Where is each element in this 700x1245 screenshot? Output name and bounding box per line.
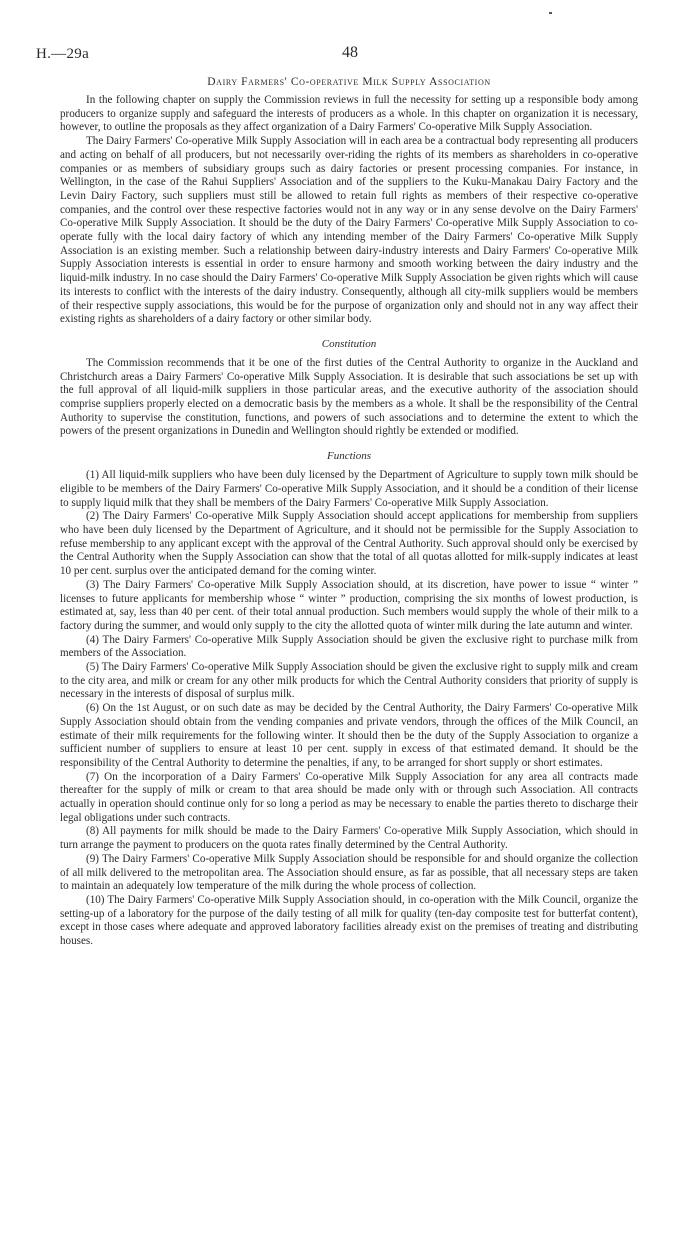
intro-paragraph-1: In the following chapter on supply the Commission reviews in full the necessity for setting up a responsible body among producers to organize supply and safeguard the interests of producers as a whole. In this chapter on organization it is necessary, however, to outline the proposals as they affect organization of a Dairy Farmers' Co-operative Milk Supply Association. (60, 94, 638, 134)
document-reference: H.—29a (36, 46, 90, 62)
function-item-text: (8) All payments for milk should be made to the Dairy Farmers' Co-operative Milk Supply Association, which should in turn arrange the payment to producers on the quota rates finally determined by the Central Authority. (60, 825, 638, 852)
function-item-text: (9) The Dairy Farmers' Co-operative Milk Supply Association should be responsible for and should organize the collection of all milk delivered to the metropolitan area. The Association should ensure, as far as possible, that all necessary steps are taken to maintain an adequately low temperature of the milk during the whole process of collection. (60, 852, 638, 893)
function-item (60, 825, 638, 852)
function-item-text: (5) The Dairy Farmers' Co-operative Milk Supply Association should be given the exclusive right to supply milk and cream to the city area, and milk or cream for any other milk products for which the Central Authority considers that priority of supply is necessary in the interests of disposal of surplus milk. (60, 661, 638, 701)
constitution-paragraph: The Commission recommends that it be one of the first duties of the Central Authority to organize in the Auckland and Christchurch areas a Dairy Farmers' Co-operative Milk Supply Association. It is desirable that such associations be set up with the full approval of all liquid-milk suppliers in those particular areas, and the executive authority of the association should comprise suppliers properly elected on a democratic basis by the members as a whole. It shall be the responsibility of the Central Authority to supervise the constitution, functions, and powers of such associations and to determine the extent to which the powers of the present organizations in Dunedin and Wellington should rightly be extended or modified. (60, 356, 638, 438)
function-item-text: (7) On the incorporation of a Dairy Farmers' Co-operative Milk Supply Association for any area all contracts made thereafter for the supply of milk or cream to that area should be made only with or through such Association. All contracts actually in operation should continue only for so long a period as may be necessary to enable the parties thereto to discharge their legal obligations under such contracts. (60, 770, 638, 824)
section-title: Dairy Farmers' Co-operative Milk Supply Association (207, 76, 491, 88)
function-item (60, 634, 638, 661)
page-body (60, 76, 638, 949)
function-item-text: (3) The Dairy Farmers' Co-operative Milk Supply Association should, at its discretion, have power to issue “ winter ” licenses to future applicants for membership whose “ winter ” production, comprising the six months of lowest production, is estimated at, say, less than 40 per cent. of their total annual production. Such members would supply the whole of their milk to a factory during the summer, and would only supply to the city the allotted quota of winter milk during the late autumn and winter. (60, 578, 638, 632)
function-item (60, 579, 638, 634)
page-number: 48 (342, 44, 358, 61)
function-item-text: (10) The Dairy Farmers' Co-operative Milk Supply Association should, in co-operation with the Milk Council, organize the setting-up of a laboratory for the purpose of the daily testing of all milk for quality (ten-day composite test for butterfat content), except in those cases where adequate and approved laboratory facilities already exist on the premises of treating and distributing houses. (60, 893, 638, 948)
function-item-text: (1) All liquid-milk suppliers who have been duly licensed by the Department of Agriculture to supply town milk should be eligible to be members of the Dairy Farmers' Co-operative Milk Supply Association, and it should be a condition of their license to supply liquid milk that they shall be members of the Dairy Farmers' Co-operative Milk Supply Association. (60, 469, 638, 509)
function-item-text: (6) On the 1st August, or on such date as may be decided by the Central Authority, the Dairy Farmers' Co-operative Milk Supply Association should obtain from the vending companies and private vendors, through the offices of the Milk Council, an estimate of their milk requirements for the following winter. It should then be the duty of the Supply Association to organize a sufficient number of suppliers to ensure at least 10 per cent. supply in excess of that estimated demand. It should be the responsibility of the Central Authority to determine the penalties, if any, to be arranged for short supply or short estimates. (60, 702, 638, 769)
function-item (60, 661, 638, 702)
function-item (60, 702, 638, 771)
intro-paragraph-2: The Dairy Farmers' Co-operative Milk Supply Association will in each area be a contractual body representing all producers and acting on behalf of all producers, but not necessarily over-riding the rights of its members as shareholders in co-operative companies or as members of subsidiary groups such as dairy factories or present processing companies. For instance, in Wellington, in the case of the Rahui Suppliers' Association and of the suppliers to the Kuku-Manakau Dairy Factory and the Levin Dairy Factory, such suppliers must still be allowed to retain full rights as members of their respective co-operative companies, and the control over these respective factories would not in any way or in any sense devolve on the Dairy Farmers' Co-operative Milk Supply Association. It should be the duty of the Dairy Farmers' Co-operative Milk Supply Association to co-operate fully with the local dairy factory of which any intending member of the Dairy Farmers' Co-operative Milk Supply Association is an existing member. Such a relationship between dairy-industry interests and Dairy Farmers' Co-operative Milk Supply Association interests is essential in order to ensure harmony and smooth working between the dairy industry and the liquid-milk industry. In no case should the Dairy Farmers' Co-operative Milk Supply Association be given rights which will cause its interests to conflict with the interests of the dairy industry. Consequently, although all city-milk suppliers would be members of their respective supply associations, this would be for the purpose of organization only and should not in any way affect their existing rights as shareholders of a dairy factory or other similar body. (60, 135, 638, 326)
functions-heading: Functions (327, 450, 371, 463)
function-item (60, 771, 638, 826)
function-item (60, 510, 638, 579)
constitution-heading: Constitution (321, 337, 377, 350)
function-item (60, 853, 638, 894)
function-item (60, 894, 638, 949)
function-item-text: (4) The Dairy Farmers' Co-operative Milk Supply Association should be given the exclusive right to purchase milk from members of the Association. (60, 633, 638, 660)
scan-speck (549, 12, 552, 14)
function-item-text: (2) The Dairy Farmers' Co-operative Milk Supply Association should accept applications for membership from suppliers who have been duly licensed by the Department of Agriculture, and it should not be permissible for the Supply Association to refuse membership to any applicant except with the approval of the Central Authority. Such approval should only be exercised by the Central Authority when the Supply Association can show that the total of all quotas allotted for milk-supply indicates at least 10 per cent. surplus over the anticipated demand for the coming winter. (60, 510, 638, 578)
functions-list (60, 469, 638, 949)
function-item (60, 469, 638, 510)
